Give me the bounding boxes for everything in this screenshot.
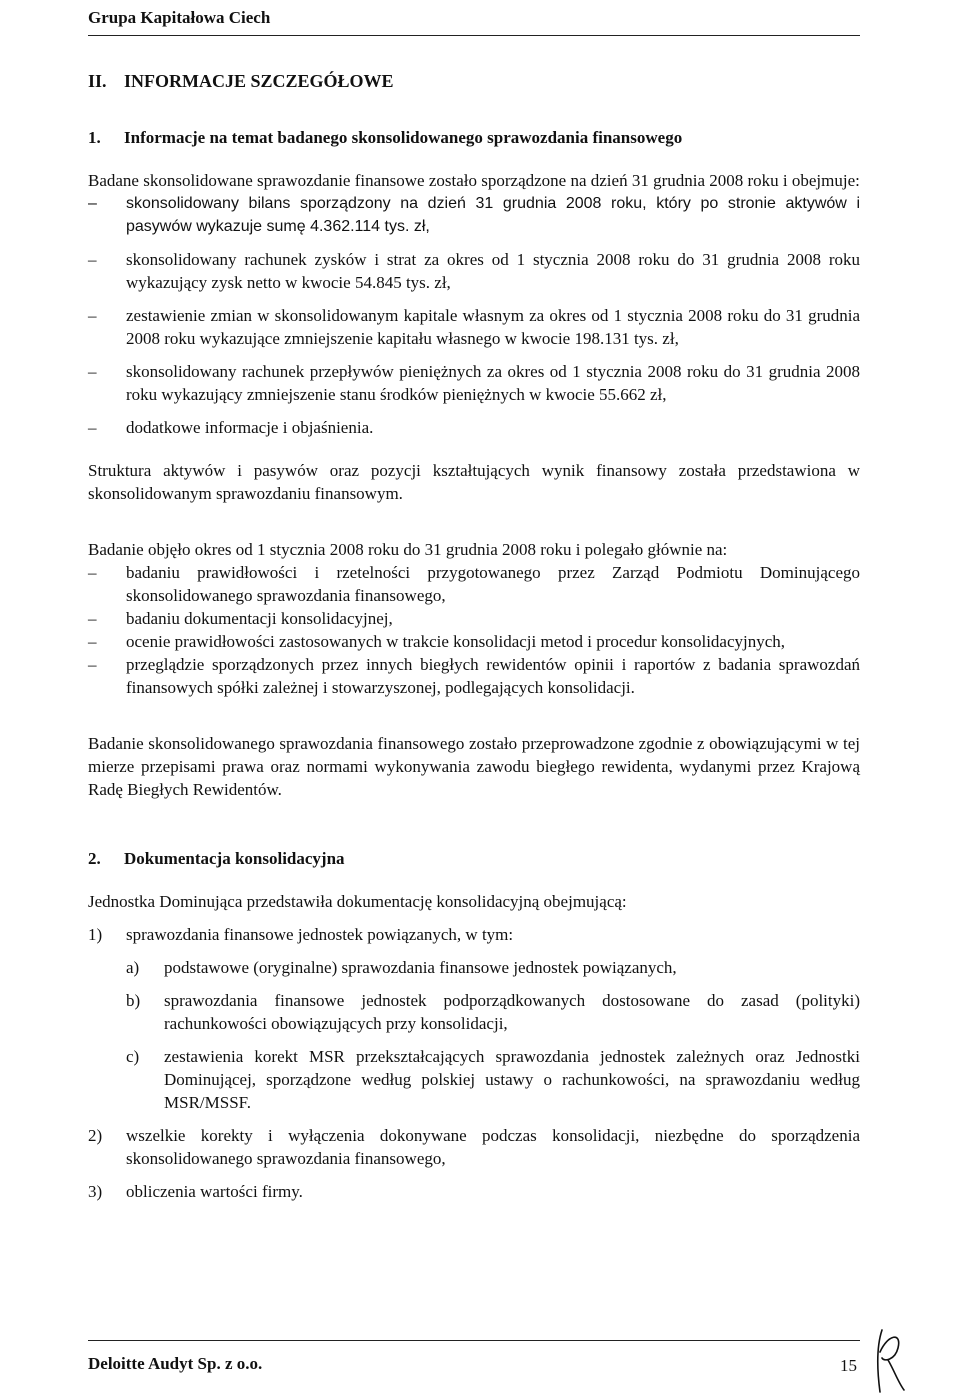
sub-list-item: b) sprawozdania finansowe jednostek podporządkowanych dostosowane do zasad (polityki) rachunkowości obowiązujących przy konsolidacji, (126, 991, 860, 1033)
list-item: 3) obliczenia wartości firmy. (88, 1182, 303, 1201)
sub-list-item: a) podstawowe (oryginalne) sprawozdania finansowe jednostek powiązanych, (126, 958, 677, 977)
statement-list (88, 192, 860, 439)
scope-intro: Badanie objęło okres od 1 stycznia 2008 roku do 31 grudnia 2008 roku i polegało głównie na: (88, 540, 728, 559)
subsection-2-intro: Jednostka Dominująca przedstawiła dokumentację konsolidacyjną obejmującą: (88, 892, 627, 911)
list-item: – skonsolidowany rachunek zysków i strat za okres od 1 stycznia 2008 roku do 31 grudnia 2008 roku wykazujący zysk netto w kwocie 54.845 tys. zł, (88, 250, 860, 292)
sub-list (126, 956, 860, 1114)
subsection-2-heading (88, 847, 860, 870)
subsection-2-title: Dokumentacja konsolidacyjna (124, 849, 345, 868)
list-item: – zestawienie zmian w skonsolidowanym kapitale własnym za okres od 1 stycznia 2008 roku do 31 grudnia 2008 roku wykazujące zmniejszenie kapitału własnego w kwocie 198.131 tys. zł, (88, 306, 860, 348)
footer-firm: Deloitte Audyt Sp. z o.o. (88, 1354, 263, 1373)
header-company: Grupa Kapitałowa Ciech (88, 8, 271, 27)
list-item: – dodatkowe informacje i objaśnienia. (88, 418, 374, 437)
subsection-1-intro: Badane skonsolidowane sprawozdanie finansowe zostało sporządzone na dzień 31 grudnia 2008 roku i obejmuje: (88, 171, 860, 190)
signature-initials (868, 1322, 908, 1396)
page-number: 15 (840, 1356, 857, 1375)
structure-paragraph: Struktura aktywów i pasywów oraz pozycji kształtujących wynik finansowy została przedstawiona w skonsolidowanym sprawozdaniu finansowym. (88, 461, 860, 503)
closing-paragraph: Badanie skonsolidowanego sprawozdania finansowego zostało przeprowadzone zgodnie z obowiązującymi w tej mierze przepisami prawa oraz normami wykonywania zawodu biegłego rewidenta, wydanymi przez Krajową Radę Biegłych Rewidentów. (88, 734, 860, 799)
subsection-1-title: Informacje na temat badanego skonsolidowanego sprawozdania finansowego (124, 128, 683, 147)
header-rule (88, 35, 860, 36)
list-item: – ocenie prawidłowości zastosowanych w trakcie konsolidacji metod i procedur konsolidacyjnych, (88, 632, 786, 651)
document-body (88, 60, 860, 1203)
sub-list-item: c) zestawienia korekt MSR przekształcających sprawozdania jednostek zależnych oraz Jednostki Dominującej, sporządzone według polskiej ustawy o rachunkowości, na sprawozdaniu według MSR/MSSF. (126, 1047, 860, 1112)
subsection-1-heading (88, 126, 860, 149)
list-item: – przeglądzie sporządzonych przez innych biegłych rewidentów opinii i raportów z badania sprawozdań finansowych spółki zależnej i stowarzyszonej, podlegających konsolidacji. (88, 655, 860, 697)
list-item: – badaniu prawidłowości i rzetelności przygotowanego przez Zarząd Podmiotu Dominującego skonsolidowanego sprawozdania finansowego, (88, 563, 860, 605)
scope-list (88, 561, 860, 699)
subsection-1-number: 1. (88, 128, 101, 147)
list-item: – badaniu dokumentacji konsolidacyjnej, (88, 609, 393, 628)
section-title: INFORMACJE SZCZEGÓŁOWE (124, 71, 394, 91)
list-item: – skonsolidowany rachunek przepływów pieniężnych za okres od 1 stycznia 2008 roku do 31 grudnia 2008 roku wykazujący zmniejszenie stanu środków pieniężnych w kwocie 55.662 zł, (88, 362, 860, 404)
footer-rule (88, 1340, 860, 1341)
section-heading (88, 70, 860, 93)
list-item: – skonsolidowany bilans sporządzony na dzień 31 grudnia 2008 roku, który po stronie aktywów i pasywów wykazuje sumę 4.362.114 tys. zł, (88, 195, 860, 235)
list-item: 2) wszelkie korekty i wyłączenia dokonywane podczas konsolidacji, niezbędne do sporządzenia skonsolidowanego sprawozdania finansowego, (88, 1126, 860, 1168)
subsection-2-number: 2. (88, 849, 101, 868)
documentation-list (88, 923, 860, 1203)
list-item: 1) sprawozdania finansowe jednostek powiązanych, w tym: a) podstawowe (oryginalne) sprawozdania finansowe jednostek powiązanych, b) sprawozdania finansowe jednostek podporządkowanych dostosowane do zasad (polityki) rachunkowości obowiązujących przy konsolidacji, c) zestawienia korekt MSR przekształcających sprawozdania jednostek zależnych oraz Jednostki Dominującej, sporządzone według polskiej ustawy o rachunkowości, na sprawozdaniu według MSR/MSSF. (88, 925, 860, 1112)
section-number: II. (88, 71, 107, 91)
